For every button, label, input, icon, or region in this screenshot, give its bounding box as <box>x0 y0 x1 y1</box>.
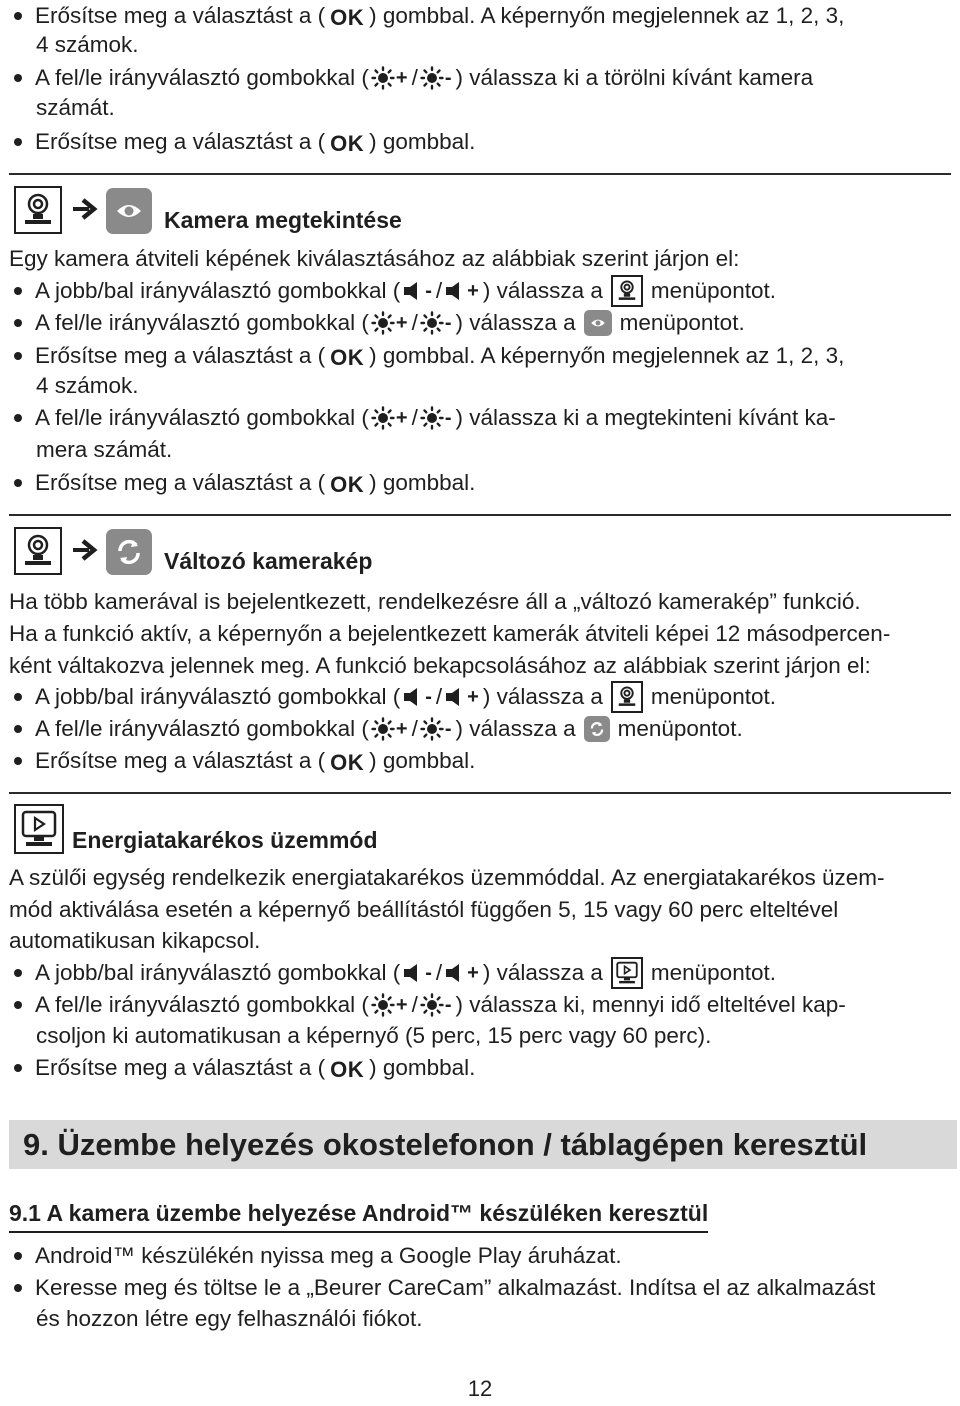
text: ) válassza ki a megtekinteni kívánt ka- <box>455 405 836 430</box>
text: ) gombbal. <box>369 470 476 495</box>
section-title: Változó kamerakép <box>164 548 373 574</box>
monitor-play-icon <box>14 804 64 854</box>
text: ) válassza ki, mennyi idő elteltével kap- <box>455 992 846 1017</box>
list-item: A jobb/bal irányválasztó gombokkal ( - / + ) válassza a menüpontot. <box>14 957 776 989</box>
brightness-minus-icon: - <box>420 62 454 94</box>
list-item-cont <box>36 1303 422 1335</box>
subsection-heading: 9.1 A kamera üzembe helyezése Android™ készüléken keresztül <box>9 1197 708 1233</box>
list-item: A jobb/bal irányválasztó gombokkal ( - / + ) válassza a menüpontot. <box>14 275 776 307</box>
text: ) válassza a <box>455 310 576 335</box>
camera-menu-icon <box>14 186 62 234</box>
text: menüpontot. <box>650 684 776 709</box>
brightness-minus-icon: - <box>420 713 454 745</box>
page-number: 12 <box>467 1376 493 1401</box>
brightness-plus-icon: + <box>371 307 410 339</box>
text: ) gombbal. <box>369 1055 476 1080</box>
text: A fel/le irányválasztó gombokkal ( <box>35 310 369 335</box>
brightness-minus-icon: - <box>420 307 454 339</box>
text: A fel/le irányválasztó gombokkal ( <box>35 65 369 90</box>
volume-minus-icon: - <box>402 681 434 713</box>
list-item-cont <box>36 92 115 124</box>
brightness-minus-icon: - <box>420 402 454 434</box>
paragraph <box>9 243 739 275</box>
list-item: A jobb/bal irányválasztó gombokkal ( - / + ) válassza a menüpontot. <box>14 681 776 713</box>
text: menüpontot. <box>617 716 743 741</box>
volume-minus-icon: - <box>402 957 434 989</box>
brightness-minus-icon: - <box>420 989 454 1021</box>
text: A fel/le irányválasztó gombokkal ( <box>35 716 369 741</box>
section-heading-scan <box>14 527 372 575</box>
arrow-right-icon <box>70 538 98 567</box>
text: ) gombbal. A képernyőn megjelennek az 1, 2, 3, <box>369 3 845 28</box>
text: ként váltakozva jelennek meg. A funkció bekapcsolásához az alábbiak szerint járjon el: <box>9 653 871 678</box>
text: ) gombbal. <box>369 129 476 154</box>
text: ) gombbal. <box>369 748 476 773</box>
list-item <box>14 0 844 32</box>
divider <box>9 173 951 175</box>
eye-icon <box>584 310 612 336</box>
ok-button-symbol: OK <box>330 5 365 30</box>
ok-button-symbol: OK <box>330 750 365 775</box>
text: Ha a funkció aktív, a képernyőn a bejelentkezett kamerák átviteli képei 12 másodpercen- <box>9 621 891 646</box>
text: Ha több kamerával is bejelentkezett, rendelkezésre áll a „változó kamerakép” funkció. <box>9 589 861 614</box>
list-item <box>14 467 475 499</box>
list-item <box>14 126 475 158</box>
volume-minus-icon: - <box>402 275 434 307</box>
list-item: A fel/le irányválasztó gombokkal ( + / - ) válassza ki, mennyi idő elteltével kap- <box>14 989 846 1021</box>
arrow-right-icon <box>70 197 98 226</box>
text: A jobb/bal irányválasztó gombokkal ( <box>35 684 401 709</box>
text: ) válassza ki a törölni kívánt kamera <box>455 65 814 90</box>
text: Android™ készülékén nyissa meg a Google Play áruházat. <box>35 1243 622 1268</box>
list-item-cont <box>36 370 139 402</box>
paragraph <box>9 586 861 618</box>
brightness-plus-icon: + <box>371 402 410 434</box>
text: Erősítse meg a választást a ( <box>35 470 326 495</box>
text: 4 számok. <box>36 373 139 398</box>
text: ) gombbal. A képernyőn megjelennek az 1, 2, 3, <box>369 343 845 368</box>
text: Keresse meg és töltse le a „Beurer CareCam” alkalmazást. Indítsa el az alkalmazást <box>35 1275 876 1300</box>
eye-icon <box>106 188 152 234</box>
list-item: A fel/le irányválasztó gombokkal ( + / - ) válassza ki a törölni kívánt kamera <box>14 62 813 94</box>
section-heading-view <box>14 186 402 234</box>
text: ) válassza a <box>455 716 576 741</box>
text: Egy kamera átviteli képének kiválasztásához az alábbiak szerint járjon el: <box>9 246 740 271</box>
camera-menu-icon <box>611 275 643 307</box>
section-heading-eco <box>14 804 378 854</box>
text: ) válassza a <box>482 960 603 985</box>
text: csoljon ki automatikusan a képernyő (5 perc, 15 perc vagy 60 perc). <box>36 1023 712 1048</box>
text: ) válassza a <box>482 684 603 709</box>
list-item: A fel/le irányválasztó gombokkal ( + / - ) válassza a menüpontot. <box>14 713 743 745</box>
divider <box>9 514 951 516</box>
text: ) válassza a <box>482 278 603 303</box>
brightness-plus-icon: + <box>371 989 410 1021</box>
list-item-cont <box>36 29 139 61</box>
volume-plus-icon: + <box>444 681 481 713</box>
text: menüpontot. <box>650 278 776 303</box>
text: 4 számok. <box>36 32 139 57</box>
list-item-cont <box>36 1020 711 1052</box>
list-item <box>14 1272 875 1304</box>
divider <box>9 792 951 794</box>
paragraph <box>9 894 838 926</box>
brightness-plus-icon: + <box>371 713 410 745</box>
chapter-heading <box>9 1120 957 1169</box>
list-item <box>14 340 844 372</box>
text: A jobb/bal irányválasztó gombokkal ( <box>35 960 401 985</box>
list-item: A fel/le irányválasztó gombokkal ( + / - ) válassza a menüpontot. <box>14 307 745 339</box>
text: Erősítse meg a választást a ( <box>35 1055 326 1080</box>
text: A jobb/bal irányválasztó gombokkal ( <box>35 278 401 303</box>
list-item: A fel/le irányválasztó gombokkal ( + / - ) válassza ki a megtekinteni kívánt ka- <box>14 402 836 434</box>
text: mera számát. <box>36 437 173 462</box>
text: Erősítse meg a választást a ( <box>35 3 326 28</box>
paragraph <box>9 650 871 682</box>
text: Erősítse meg a választást a ( <box>35 129 326 154</box>
text: automatikusan kikapcsol. <box>9 928 261 953</box>
text: A fel/le irányválasztó gombokkal ( <box>35 992 369 1017</box>
text: menüpontot. <box>650 960 776 985</box>
list-item <box>14 1052 475 1084</box>
list-item-cont <box>36 434 172 466</box>
paragraph <box>9 925 260 957</box>
camera-menu-icon <box>14 527 62 575</box>
text: számát. <box>36 95 115 120</box>
text: menüpontot. <box>619 310 745 335</box>
section-title: Energiatakarékos üzemmód <box>72 827 378 853</box>
refresh-icon <box>584 716 610 742</box>
paragraph <box>9 862 884 894</box>
text: Erősítse meg a választást a ( <box>35 748 326 773</box>
paragraph <box>9 618 890 650</box>
list-item <box>14 745 475 777</box>
volume-plus-icon: + <box>444 275 481 307</box>
camera-menu-icon <box>611 681 643 713</box>
brightness-plus-icon: + <box>371 62 410 94</box>
chapter-title: 9. Üzembe helyezés okostelefonon / táblagépen keresztül <box>23 1126 868 1162</box>
list-item <box>14 1240 622 1272</box>
text: A fel/le irányválasztó gombokkal ( <box>35 405 369 430</box>
ok-button-symbol: OK <box>330 472 365 497</box>
text: A szülői egység rendelkezik energiatakarékos üzemmóddal. Az energiatakarékos üzem- <box>9 865 885 890</box>
text: mód aktiválása esetén a képernyő beállítástól függően 5, 15 vagy 60 perc elteltével <box>9 897 839 922</box>
volume-plus-icon: + <box>444 957 481 989</box>
monitor-play-icon <box>611 957 643 989</box>
ok-button-symbol: OK <box>330 345 365 370</box>
text: és hozzon létre egy felhasználói fiókot. <box>36 1306 423 1331</box>
ok-button-symbol: OK <box>330 131 365 156</box>
ok-button-symbol: OK <box>330 1057 365 1082</box>
section-title: Kamera megtekintése <box>164 207 402 233</box>
text: Erősítse meg a választást a ( <box>35 343 326 368</box>
refresh-icon <box>106 529 152 575</box>
